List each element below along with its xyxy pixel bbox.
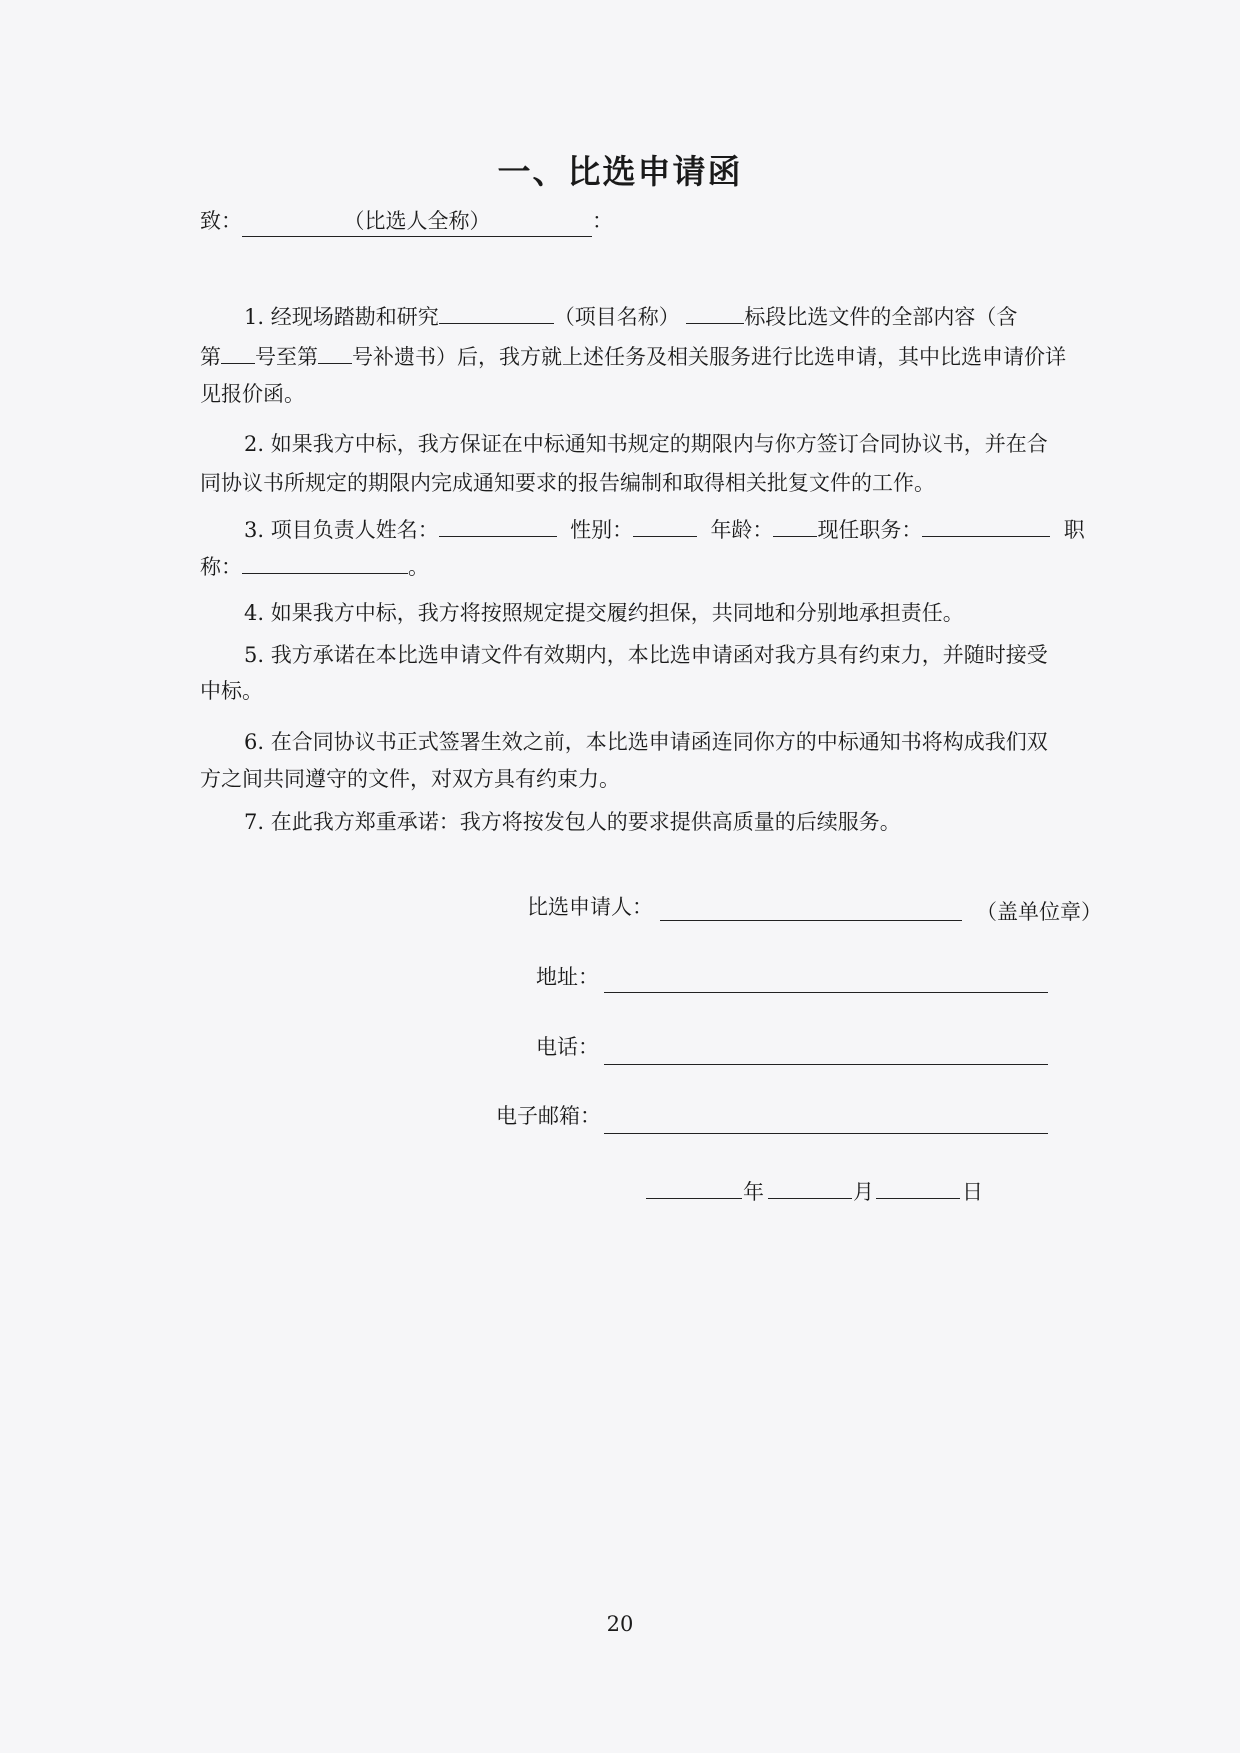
date-day-label: 日	[962, 1180, 983, 1204]
para1-line3: 见报价函。	[200, 382, 305, 406]
date-day-field[interactable]	[876, 1180, 960, 1199]
para1-line2	[200, 341, 1066, 372]
position-field[interactable]	[922, 514, 1050, 537]
para6-line1: 6. 在合同协议书正式签署生效之前，本比选申请函连同你方的中标通知书将构成我们双	[244, 730, 1048, 754]
para3-line1	[244, 514, 1085, 545]
para1-text: 第	[200, 345, 221, 369]
seal-note: （盖单位章）	[976, 900, 1102, 924]
para3-line2	[200, 551, 429, 582]
recipient-suffix: ：	[592, 209, 613, 233]
date-year-label: 年	[743, 1180, 764, 1204]
para2-line1: 2. 如果我方中标，我方保证在中标通知书规定的期限内与你方签订合同协议书，并在合	[244, 432, 1048, 456]
section-field[interactable]	[686, 301, 744, 324]
para1-text: 标段比选文件的全部内容（含	[744, 305, 1018, 329]
project-name-field[interactable]	[439, 301, 554, 324]
para7-line1: 7. 在此我方郑重承诺：我方将按发包人的要求提供高质量的后续服务。	[244, 810, 901, 834]
gender-label: 性别：	[570, 518, 634, 542]
page-title: 一、比选申请函	[497, 152, 743, 191]
professional-title-field[interactable]	[242, 551, 408, 574]
para2-line2: 同协议书所规定的期限内完成通知要求的报告编制和取得相关批复文件的工作。	[200, 471, 935, 495]
address-field[interactable]	[604, 974, 1048, 993]
para1-text: 号至第	[255, 345, 318, 369]
leader-name-field[interactable]	[439, 514, 557, 537]
phone-field[interactable]	[604, 1046, 1048, 1065]
para1-text: 号补遗书）后，我方就上述任务及相关服务进行比选申请，其中比选申请价详	[352, 345, 1066, 369]
age-field[interactable]	[773, 514, 817, 537]
period: 。	[408, 555, 429, 579]
addendum-to-field[interactable]	[318, 341, 352, 364]
date-month-label: 月	[853, 1180, 874, 1204]
gender-field[interactable]	[633, 514, 697, 537]
leader-name-label: 3. 项目负责人姓名：	[244, 518, 439, 542]
email-label: 电子邮箱：	[496, 1104, 601, 1128]
title-label-part: 职	[1063, 518, 1085, 542]
position-label: 现任职务：	[817, 518, 923, 542]
date-year-field[interactable]	[646, 1180, 742, 1199]
email-field[interactable]	[604, 1115, 1048, 1134]
para5-line2: 中标。	[200, 679, 263, 703]
age-label: 年龄：	[710, 518, 774, 542]
para1-text: 1. 经现场踏勘和研究	[244, 305, 439, 329]
applicant-field[interactable]	[660, 902, 962, 921]
applicant-label: 比选申请人：	[527, 895, 653, 919]
address-label: 地址：	[536, 965, 599, 989]
page-number: 20	[606, 1612, 634, 1636]
recipient-field[interactable]	[242, 206, 592, 237]
para5-line1: 5. 我方承诺在本比选申请文件有效期内，本比选申请函对我方具有约束力，并随时接受	[244, 643, 1048, 667]
para4-line1: 4. 如果我方中标，我方将按照规定提交履约担保，共同地和分别地承担责任。	[244, 601, 964, 625]
recipient-line	[200, 206, 613, 237]
addendum-from-field[interactable]	[221, 341, 255, 364]
title-label: 称：	[200, 555, 242, 579]
phone-label: 电话：	[536, 1035, 599, 1059]
para6-line2: 方之间共同遵守的文件，对双方具有约束力。	[200, 767, 620, 791]
recipient-placeholder: （比选人全称）	[343, 209, 491, 233]
project-name-label: （项目名称）	[553, 305, 680, 329]
para1-line1	[244, 301, 1017, 332]
recipient-prefix: 致：	[200, 209, 242, 233]
date-month-field[interactable]	[768, 1180, 852, 1199]
